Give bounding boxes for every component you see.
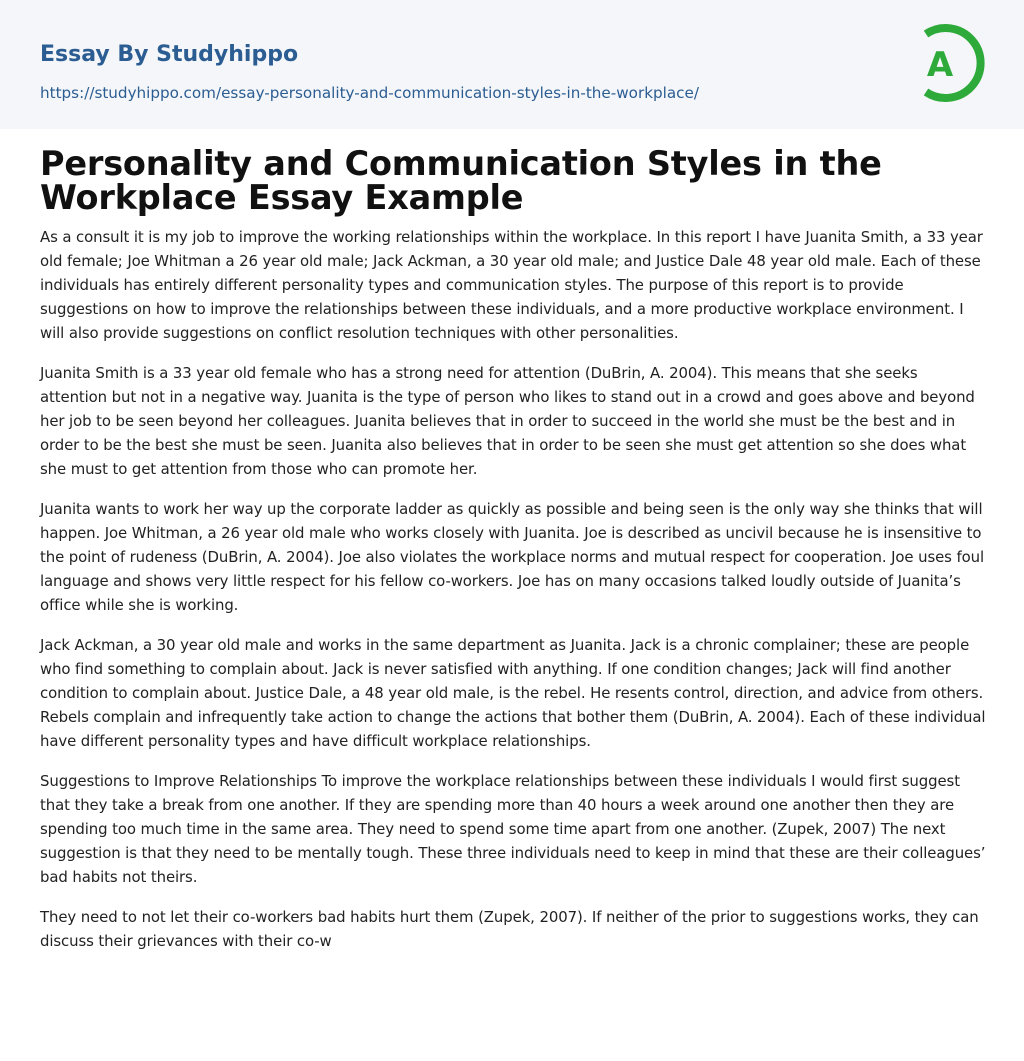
site-brand[interactable]: Essay By Studyhippo [40,42,299,67]
paragraph-1: As a consult it is my job to improve the working relationships within the workplace. In this report I have Juanita Smith, a 33 year old female; Joe Whitman a 26 year old male; Jack Ackman, a 30 year old male; and Justice Dale 48 year old male. Each of these individuals has entirely different personality types and communication styles. The purpose of this report is to provide suggestions on how to improve the relationships between these individuals, and a more productive workplace environment. I will also provide suggestions on conflict resolution techniques with other personalities. [40,228,983,342]
source-url-link[interactable]: https://studyhippo.com/essay-personality-and-communication-styles-in-the-workplace/ [40,84,699,102]
site-header [0,0,1024,129]
paragraph-4: Jack Ackman, a 30 year old male and works in the same department as Juanita. Jack is a chronic complainer; these are people who find something to complain about. Jack is never satisfied with anything. If one condition changes; Jack will find another condition to complain about. Justice Dale, a 48 year old male, is the rebel. He resents control, direction, and advice from others. Rebels complain and infrequently take action to change the actions that bother them (DuBrin, A. 2004). Each of these individual have different personality types and have difficult workplace relationships. [40,636,986,750]
paragraph-3: Juanita wants to work her way up the corporate ladder as quickly as possible and being seen is the only way she thinks that will happen. Joe Whitman, a 26 year old male who works closely with Juanita. Joe is described as uncivil because he is insensitive to the point of rudeness (DuBrin, A. 2004). Joe also violates the workplace norms and mutual respect for cooperation. Joe uses foul language and shows very little respect for his fellow co-workers. Joe has on many occasions talked loudly outside of Juanita’s office while she is working. [40,500,985,614]
paragraph-6: They need to not let their co-workers bad habits hurt them (Zupek, 2007). If neither of the prior to suggestions works, they can discuss their grievances with their co-w [40,908,979,950]
paragraph-2: Juanita Smith is a 33 year old female who has a strong need for attention (DuBrin, A. 2004). This means that she seeks attention but not in a negative way. Juanita is the type of person who likes to stand out in a crowd and goes above and beyond her job to be seen beyond her colleagues. Juanita believes that in order to succeed in the world she must be the best and in order to be the best she must be seen. Juanita also believes that in order to be seen she must get attention so she does what she must to get attention from those who can promote her. [40,364,975,478]
article [40,144,986,969]
page-title: Personality and Communication Styles in the Workplace Essay Example [40,144,882,217]
studyhippo-logo-icon[interactable] [912,20,986,106]
paragraph-5: Suggestions to Improve Relationships To improve the workplace relationships between these individuals I would first suggest that they take a break from one another. If they are spending more than 40 hours a week around one another then they are spending too much time in the same area. They need to spend some time apart from one another. (Zupek, 2007) The next suggestion is that they need to be mentally tough. These three individuals need to keep in mind that these are their colleagues’ bad habits not theirs. [40,772,986,886]
logo-letter: A [926,45,954,85]
